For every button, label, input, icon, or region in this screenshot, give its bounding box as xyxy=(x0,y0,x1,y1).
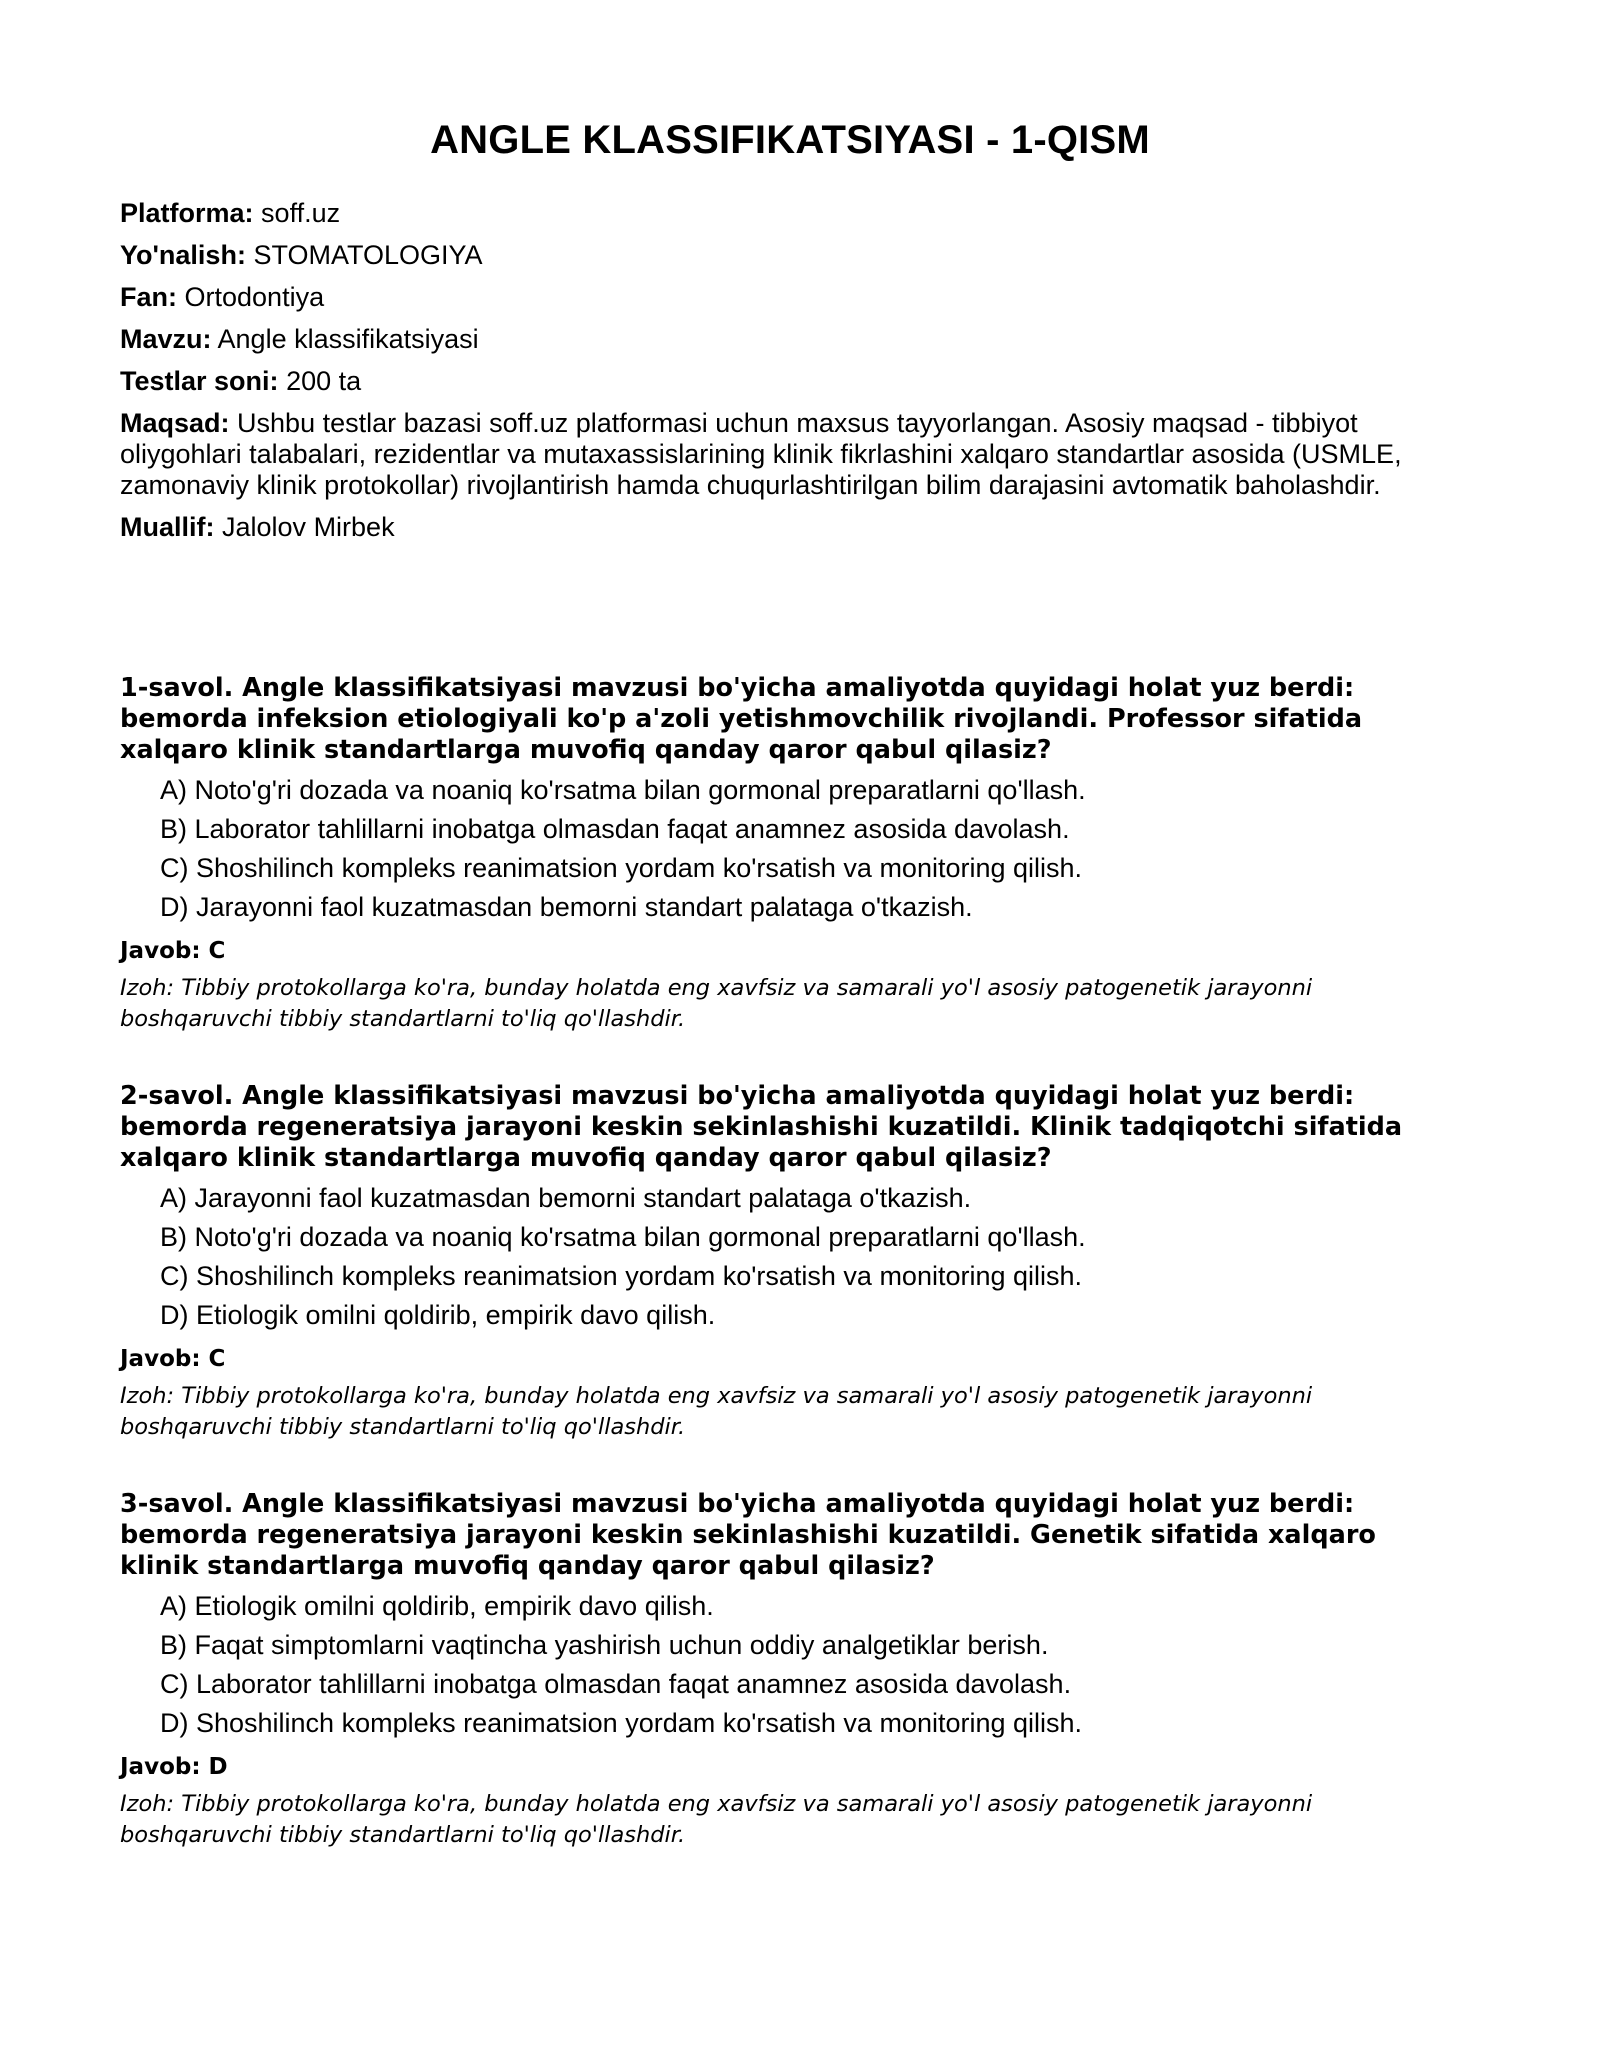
option-c: C) Laborator tahlillarni inobatga olmasdan faqat anamnez asosida davolash. xyxy=(160,1669,1072,1699)
meta-fan xyxy=(120,282,1460,313)
option-d: D) Shoshilinch kompleks reanimatsion yordam ko'rsatish va monitoring qilish. xyxy=(160,1708,1083,1738)
option-a: A) Jarayonni faol kuzatmasdan bemorni standart palataga o'tkazish. xyxy=(160,1183,972,1213)
option-c: C) Shoshilinch kompleks reanimatsion yordam ko'rsatish va monitoring qilish. xyxy=(160,1261,1083,1291)
option-list xyxy=(120,1591,1460,1739)
option-list xyxy=(120,1183,1460,1331)
answer: Javob: C xyxy=(120,1346,226,1372)
meta-label: Testlar soni: xyxy=(120,366,279,396)
meta-value: soff.uz xyxy=(261,198,341,228)
question-text: 1-savol. Angle klassifikatsiyasi mavzusi bo'yicha amaliyotda quyidagi holat yuz berdi: bemorda infeksion etiologiyali ko'p a'zoli yetishmovchilik rivojlandi. Professor sifatida xalqaro klinik standartlarga muvofiq qanday qaror qabul qilasiz? xyxy=(120,673,1363,765)
meta-value: Jalolov Mirbek xyxy=(222,512,395,542)
meta-value: Angle klassifikatsiyasi xyxy=(217,324,479,354)
option-a: A) Etiologik omilni qoldirib, empirik davo qilish. xyxy=(160,1591,714,1621)
explanation: Izoh: Tibbiy protokollarga ko'ra, bunday holatda eng xavfsiz va samarali yo'l asosiy patogenetik jarayonni boshqaruvchi tibbiy standartlarni to'liq qo'llashdir. xyxy=(120,975,1313,1032)
document-meta xyxy=(120,198,1460,554)
meta-value: 200 ta xyxy=(286,366,362,396)
document-title: ANGLE KLASSIFIKATSIYASI - 1-QISM xyxy=(430,118,1150,162)
answer: Javob: C xyxy=(120,938,226,964)
meta-label: Muallif: xyxy=(120,512,215,542)
option-d: D) Jarayonni faol kuzatmasdan bemorni standart palataga o'tkazish. xyxy=(160,892,973,922)
option-b: B) Noto'g'ri dozada va noaniq ko'rsatma bilan gormonal preparatlarni qo'llash. xyxy=(160,1222,1086,1252)
question-text: 3-savol. Angle klassifikatsiyasi mavzusi bo'yicha amaliyotda quyidagi holat yuz berdi: bemorda regeneratsiya jarayoni keskin sekinlashishi kuzatildi. Genetik sifatida xalqaro klinik standartlarga muvofiq qanday qaror qabul qilasiz? xyxy=(120,1489,1376,1581)
option-b: B) Laborator tahlillarni inobatga olmasdan faqat anamnez asosida davolash. xyxy=(160,814,1070,844)
explanation: Izoh: Tibbiy protokollarga ko'ra, bunday holatda eng xavfsiz va samarali yo'l asosiy patogenetik jarayonni boshqaruvchi tibbiy standartlarni to'liq qo'llashdir. xyxy=(120,1791,1313,1848)
meta-maqsad xyxy=(120,408,1460,501)
meta-value: Ortodontiya xyxy=(184,282,325,312)
question-block xyxy=(120,1489,1460,1851)
question-block xyxy=(120,1081,1460,1443)
answer: Javob: D xyxy=(120,1754,228,1780)
meta-testlar xyxy=(120,366,1460,397)
meta-value: Ushbu testlar bazasi soff.uz platformasi uchun maxsus tayyorlangan. Asosiy maqsad - tibbiyot oliygohlari talabalari, rezidentlar va mutaxassislarining klinik fikrlashini xalqaro standartlar asosida (USMLE, zamonaviy klinik protokollar) rivojlantirish hamda chuqurlashtirilgan bilim darajasini avtomatik baholashdir. xyxy=(120,408,1402,500)
meta-label: Platforma: xyxy=(120,198,254,228)
meta-mavzu xyxy=(120,324,1460,355)
meta-muallif xyxy=(120,512,1460,543)
meta-label: Mavzu: xyxy=(120,324,212,354)
option-a: A) Noto'g'ri dozada va noaniq ko'rsatma bilan gormonal preparatlarni qo'llash. xyxy=(160,775,1086,805)
question-block xyxy=(120,673,1460,1035)
option-b: B) Faqat simptomlarni vaqtincha yashirish uchun oddiy analgetiklar berish. xyxy=(160,1630,1049,1660)
meta-label: Maqsad: xyxy=(120,408,230,438)
meta-label: Fan: xyxy=(120,282,177,312)
meta-label: Yo'nalish: xyxy=(120,240,246,270)
option-d: D) Etiologik omilni qoldirib, empirik davo qilish. xyxy=(160,1300,716,1330)
explanation: Izoh: Tibbiy protokollarga ko'ra, bunday holatda eng xavfsiz va samarali yo'l asosiy patogenetik jarayonni boshqaruvchi tibbiy standartlarni to'liq qo'llashdir. xyxy=(120,1383,1313,1440)
meta-value: STOMATOLOGIYA xyxy=(253,240,483,270)
option-c: C) Shoshilinch kompleks reanimatsion yordam ko'rsatish va monitoring qilish. xyxy=(160,853,1083,883)
meta-yonalish xyxy=(120,240,1460,271)
question-text: 2-savol. Angle klassifikatsiyasi mavzusi bo'yicha amaliyotda quyidagi holat yuz berdi: bemorda regeneratsiya jarayoni keskin sekinlashishi kuzatildi. Klinik tadqiqotchi sifatida xalqaro klinik standartlarga muvofiq qanday qaror qabul qilasiz? xyxy=(120,1081,1403,1173)
option-list xyxy=(120,775,1460,923)
meta-platforma xyxy=(120,198,1460,229)
